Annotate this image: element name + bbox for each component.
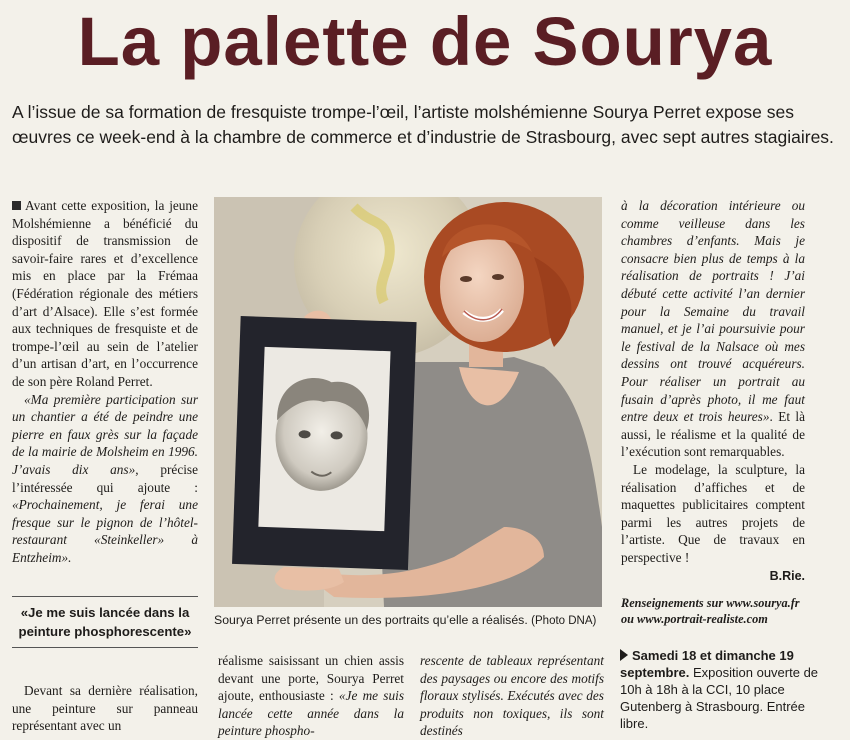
paragraph-col4-2: Le modelage, la sculpture, la réalisation d’affiches et de maquettes publicitaires comptent parmi les autres projets de l’artiste. Que de travaux en perspective !	[621, 461, 805, 565]
paragraph-1-text: Avant cette exposition, la jeune Molshémienne a bénéficié du dispositif de transmission de savoir-faire rares et d’excellence mis en place par la Frémaa (Fédération régionale des métiers d’art d’Alsace). Elle s’est formée aux techniques de fresquiste et de trompe-l’œil au sein de l’atelier d’un artisan d’art, en l’occurrence de son père Roland Perret.	[12, 198, 198, 389]
col4-text: . Et là aussi, le réalisme et la qualité de l’exécution sont remarquables.	[621, 409, 805, 460]
paragraph-col3	[420, 652, 604, 740]
event-date: Samedi 18 et dimanche 19 septembre.	[620, 648, 794, 680]
quote-text-2: «Prochainement, je ferai une fresque sur le pignon de l’hôtel-restaurant «Steinkeller» à Entzheim».	[12, 497, 198, 565]
column-4	[621, 197, 805, 627]
col2-quote: «Je me suis lancée cette année dans la peinture phospho-	[218, 688, 404, 739]
square-bullet-icon	[12, 201, 21, 210]
col4-quote: à la décoration intérieure ou comme veilleuse dans les chambres d’enfants. Mais je consacre bien plus de temps à la réalisation de portraits ! J’ai débuté cette activité l’an dernier pour la Semaine du travail manuel, et je l’ai poursuivie pour le festival de la Nalsace où mes dessins ont trouvé acquéreurs. Pour réaliser un portrait au fusain d’après photo, il me faut entre deux et trois heures»	[621, 198, 805, 425]
triangle-bullet-icon	[620, 649, 628, 661]
column-2-bottom	[218, 652, 404, 740]
pull-quote: «Je me suis lancée dans la peinture phosphorescente»	[12, 596, 198, 648]
more-info-links: Renseignements sur www.sourya.fr ou www.portrait-realiste.com	[621, 596, 800, 626]
photo-illustration	[214, 197, 602, 607]
article-headline: La palette de Sourya	[77, 3, 773, 80]
paragraph-col4-1	[621, 197, 805, 461]
col3-quote: rescente de tableaux représentant des paysages ou encore des motifs floraux stylisés. Exécutés avec des produits non toxiques, ils sont destinés	[420, 653, 604, 739]
paragraph-col2	[218, 652, 404, 740]
column-1	[12, 197, 198, 566]
article-photo	[214, 197, 602, 607]
column-3-bottom	[420, 652, 604, 740]
event-details: Exposition ouverte de 10h à 18h à la CCI, 10 place Gutenberg à Strasbourg. Entrée libre.	[620, 665, 819, 731]
paragraph-2	[12, 391, 198, 567]
caption-text: Sourya Perret présente un des portraits qu’elle a réalisés.	[214, 613, 528, 627]
article-intro: A l’issue de sa formation de fresquiste trompe-l’œil, l’artiste molshémienne Sourya Perret expose ses œuvres ce week-end à la chambre de commerce et d’industrie de Strasbourg, avec sept autres stagiaires.	[12, 102, 834, 147]
col2-text: réalisme saisissant un chien assis devant une porte, Sourya Perret ajoute, enthousiaste :	[218, 653, 404, 704]
photo-caption	[214, 613, 604, 627]
event-info	[620, 647, 820, 732]
paragraph-3: Devant sa dernière réalisation, une peinture sur panneau représentant avec un	[12, 683, 198, 734]
paragraph-1	[12, 197, 198, 391]
paragraph-2-text: , précise l’intéressée qui ajoute :	[12, 461, 198, 495]
photo-credit: (Photo DNA)	[531, 615, 597, 627]
quote-text-1: «Ma première participation sur un chantier a été de peindre une pierre en faux grès sur la façade de la mairie de Molsheim en 1996. J’avais dix ans»	[12, 391, 198, 477]
column-1-bottom	[12, 682, 198, 735]
author-signature: B.Rie.	[769, 569, 805, 584]
